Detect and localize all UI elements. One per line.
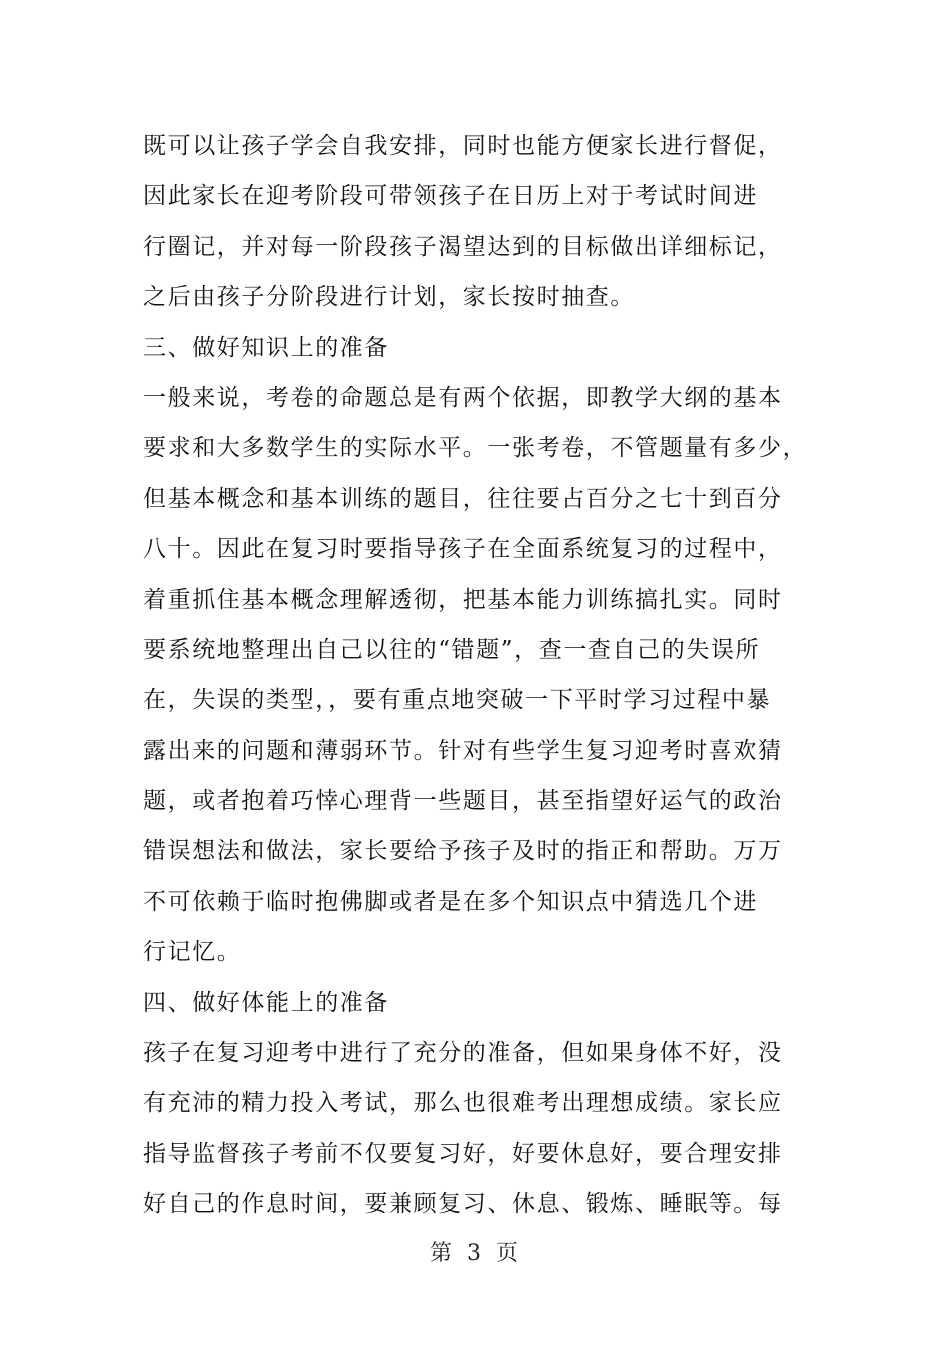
text-line: 题，或者抱着巧悻心理背一些题目，甚至指望好运气的政治 (143, 788, 783, 815)
text-line: 不可依赖于临时抱佛脚或者是在多个知识点中猜选几个进 (143, 888, 758, 915)
text-line: 有充沛的精力投入考试，那么也很难考出理想成绩。家长应 (143, 1090, 783, 1117)
section-heading-knowledge: 三、做好知识上的准备 (143, 334, 389, 361)
text-line: 孩子在复习迎考中进行了充分的准备，但如果身体不好，没 (143, 1040, 783, 1067)
text-line: 行圈记，并对每一阶段孩子渴望达到的目标做出详细标记， (143, 233, 783, 260)
text-line: 指导监督孩子考前不仅要复习好，好要休息好，要合理安排 (143, 1140, 783, 1167)
text-line: 行记忆。 (143, 939, 242, 966)
footer-suffix: 页 (496, 1241, 521, 1266)
text-line: 八十。因此在复习时要指导孩子在全面系统复习的过程中， (143, 536, 783, 563)
body-text (143, 121, 813, 1230)
text-line: 好自己的作息时间，要兼顾复习、休息、锻炼、睡眠等。每 (143, 1191, 783, 1218)
text-line: 之后由孩子分阶段进行计划，家长按时抽查。 (143, 284, 635, 311)
text-line: 着重抓住基本概念理解透彻，把基本能力训练搞扎实。同时 (143, 586, 783, 613)
text-line: 既可以让孩子学会自我安排，同时也能方便家长进行督促， (143, 133, 783, 159)
section-heading-physical: 四、做好体能上的准备 (143, 989, 389, 1016)
page-number: 3 (467, 1241, 483, 1266)
text-line: 但基本概念和基本训练的题目，往往要占百分之七十到百分 (143, 485, 783, 512)
footer-prefix: 第 (429, 1241, 454, 1266)
text-line: 一般来说，考卷的命题总是有两个依据，即教学大纲的基本 (143, 384, 783, 411)
text-line: 要系统地整理出自己以往的“错题”，查一查自己的失误所 (143, 636, 761, 663)
text-line: 因此家长在迎考阶段可带领孩子在日历上对于考试时间进 (143, 183, 758, 210)
text-line: 在，失误的类型，，要有重点地突破一下平时学习过程中暴 (143, 687, 772, 714)
text-line: 要求和大多数学生的实际水平。一张考卷，不管题量有多少， (143, 435, 808, 462)
text-line: 错误想法和做法，家长要给予孩子及时的指正和帮助。万万 (143, 838, 783, 865)
page-footer (0, 1236, 950, 1267)
text-line: 露出来的问题和薄弱环节。针对有些学生复习迎考时喜欢猜 (143, 737, 783, 764)
